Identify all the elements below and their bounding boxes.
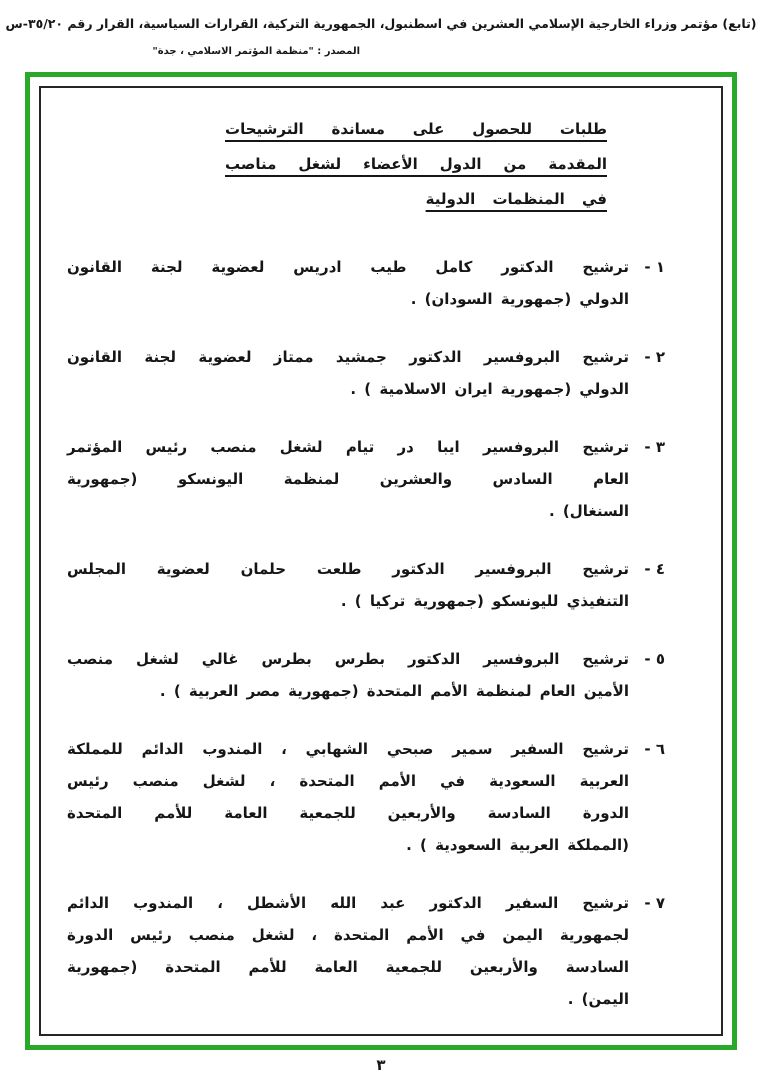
list-item: [67, 251, 665, 315]
text-line: الأمين العام لمنظمة الأمم المتحدة (جمهورية مصر العربية ) .: [159, 682, 629, 700]
item-number: ١ -: [644, 258, 665, 276]
text-line: (المملكة العربية السعودية ) .: [406, 836, 629, 854]
item-text: [67, 431, 629, 527]
item-text: [67, 887, 629, 1015]
section-title: [225, 112, 607, 217]
scan-highlight-frame: [25, 72, 737, 1050]
text-line: العام السادس والعشرين لمنظمة اليونسكو (جمهورية: [67, 470, 629, 488]
text-line: ترشيح البروفسير ايبا در تيام لشغل منصب رئيس المؤتمر: [67, 438, 629, 456]
list-item: [67, 553, 665, 617]
text-line: السنغال) .: [548, 502, 629, 520]
text-line: التنفيذي لليونسكو (جمهورية تركيا ) .: [340, 592, 629, 610]
item-text: [67, 553, 629, 617]
text-line: اليمن) .: [567, 990, 629, 1008]
page-number: ٣: [376, 1056, 386, 1074]
text-line: لجمهورية اليمن في الأمم المتحدة ، لشغل منصب رئيس الدورة: [67, 926, 629, 944]
list-item: [67, 643, 665, 707]
text-line: ترشيح البروفسير الدكتور جمشيد ممتاز لعضوية لجنة القانون: [67, 348, 629, 366]
text-line: ترشيح البروفسير الدكتور طلعت حلمان لعضوية المجلس: [67, 560, 629, 578]
item-number: ٧ -: [644, 894, 665, 912]
item-text: [67, 251, 629, 315]
text-line: ترشيح السفير سمير صبحي الشهابي ، المندوب الدائم للمملكة: [67, 740, 629, 758]
item-text: [67, 733, 629, 861]
text-line: السادسة والأربعين للجمعية العامة للأمم المتحدة (جمهورية: [67, 958, 629, 976]
list-item: [67, 341, 665, 405]
title-line: طلبات للحصول على مساندة الترشيحات: [225, 120, 607, 138]
document-source-line: المصدر : "منظمة المؤتمر الاسلامي ، جدة": [152, 46, 360, 57]
text-line: الدولي (جمهورية ايران الاسلامية ) .: [350, 380, 629, 398]
text-line: العربية السعودية في الأمم المتحدة ، لشغل منصب رئيس: [67, 772, 629, 790]
title-line: في المنظمات الدولية: [425, 190, 607, 208]
item-number: ٥ -: [644, 650, 665, 668]
scanned-sheet: [39, 86, 723, 1036]
text-line: ترشيح الدكتور كامل طيب ادريس لعضوية لجنة القانون: [67, 258, 629, 276]
item-number: ٣ -: [644, 438, 665, 456]
text-line: الدولي (جمهورية السودان) .: [410, 290, 629, 308]
title-line: المقدمة من الدول الأعضاء لشغل مناصب: [225, 155, 607, 173]
list-item: [67, 733, 665, 861]
item-text: [67, 341, 629, 405]
text-line: ترشيح البروفسير الدكتور بطرس بطرس غالي لشغل منصب: [67, 650, 629, 668]
text-line: ترشيح السفير الدكتور عبد الله الأشطل ، المندوب الدائم: [67, 894, 629, 912]
item-text: [67, 643, 629, 707]
text-line: الدورة السادسة والأربعين للجمعية العامة للأمم المتحدة: [67, 804, 629, 822]
item-number: ٦ -: [644, 740, 665, 758]
item-number: ٤ -: [644, 560, 665, 578]
list-item: [67, 431, 665, 527]
item-number: ٢ -: [644, 348, 665, 366]
list-item: [67, 887, 665, 1015]
document-header-title: (تابع) مؤتمر وزراء الخارجية الإسلامي العشرين في اسطنبول، الجمهورية التركية، القرارات السياسية، القرار رقم ٣٥/٢٠-س: [5, 16, 757, 31]
